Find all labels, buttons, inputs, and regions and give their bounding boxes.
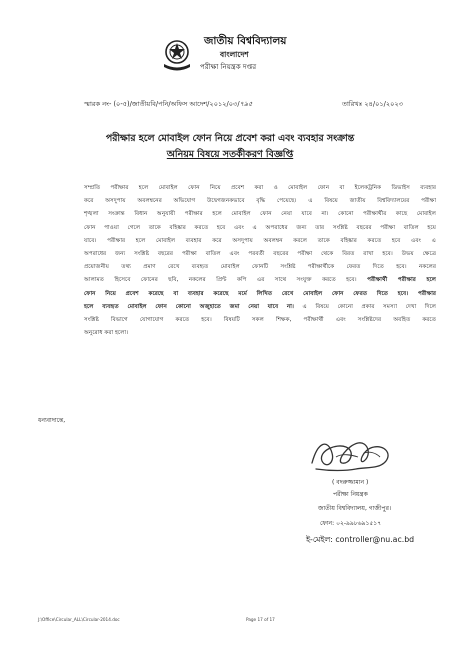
signatory-email: ই-মেইল: controller@nu.ac.bd bbox=[306, 535, 415, 544]
signature-icon bbox=[306, 433, 398, 477]
body-line: যাবে। পরীক্ষার হলে মোবাইল ব্যবহার করে অসদুপায় অবলম্বন করলে তাকে বহিষ্কার করতে হবে এবং এ bbox=[84, 237, 436, 244]
notice-subject bbox=[30, 131, 430, 163]
body-text: এ বিষয়ে কোনো প্রকার সমস্যা দেখা দিলে bbox=[293, 303, 436, 310]
body-bold-text: পরীক্ষার্থী পরীক্ষার হলে bbox=[367, 277, 436, 284]
signatory-name: ( বদরুজ্জামান ) bbox=[332, 479, 369, 486]
body-line: ফোন পাওয়া গেলে তাকে বহিষ্কার করতে হবে এবং এ অপরাধের জন্য তার সংশ্লিষ্ট বছরের পরীক্ষা বাতিল হয়ে bbox=[84, 224, 436, 231]
memo-handwritten-ref: ৭৯৫ bbox=[239, 100, 253, 108]
footer-file-path: J:\Office\Circular_ALL\Circular-2014.doc bbox=[38, 617, 120, 622]
body-line: শৃঙ্খলা সংক্রান্ত বিধান অনুযায়ী পরীক্ষার হলে মোবাইল ফোন নেয়া যাবে না। কোনো পরীক্ষার্থীর কাছে মোবাইল bbox=[84, 211, 436, 218]
memo-number-text: স্মারক নং- (০-৫)/জাতীয়বি/পনি/অফিস আদেশ/২০১২/০৩/ bbox=[84, 100, 240, 108]
body-line: করে অসদুপায় অবলম্বনের অভিযোগ উদ্বেগজনকভাবে বৃদ্ধি পেয়েছে। এ বিষয়ে জাতীয় বিশ্ববিদ্যালয়ের পরীক্ষা bbox=[84, 198, 436, 205]
university-logo-icon bbox=[160, 38, 194, 74]
body-line: প্রয়োজনীয় তথ্য প্রমাণ রেখে ব্যবহৃত মোবাইল ফোনটি সংশ্লিষ্ট পরীক্ষার্থীকে ফেরত দিতে হবে। নকলের bbox=[84, 264, 436, 271]
subject-line-2: অনিয়ম বিষয়ে সতর্কীকরণ বিজ্ঞপ্তি bbox=[166, 149, 294, 160]
body-line-bold: ফোন নিয়ে প্রবেশ করেছে বা ব্যবহার করেছে মর্মে লিখিত রেখে মোবাইল ফোন ফেরত দিতে হবে। পরীক্ষার bbox=[84, 290, 436, 297]
office-name: পরীক্ষা নিয়ন্ত্রক দপ্তর bbox=[200, 63, 257, 71]
footer-page-number: Page 17 of 17 bbox=[246, 617, 275, 622]
signatory-phone: ফোন: ০২-৯৯৮৬৯১৫১৭ bbox=[320, 520, 382, 527]
body-line: অপরাধের জন্য সংশ্লিষ্ট বছরের পরীক্ষা বাতিল এবং পরবর্তী বছরের পরীক্ষা থেকে বিরত রাখা হবে। উভয় ক্ষেত্রে bbox=[84, 251, 436, 258]
body-bold-text: হলে ব্যবহৃত মোবাইল ফোন কোনো অজুহাতে জমা নেয়া যাবে না। bbox=[84, 303, 294, 310]
body-line bbox=[84, 301, 436, 314]
closing-text: ধন্যবাদান্তে, bbox=[38, 417, 66, 424]
body-line: অনুরোধ করা হলো। bbox=[84, 330, 129, 337]
subject-line-1: পরীক্ষার হলে মোবাইল ফোন নিয়ে প্রবেশ করা এবং ব্যবহার সংক্রান্ত bbox=[105, 133, 355, 144]
body-line: সম্প্রতি পরীক্ষার হলে মোবাইল ফোন নিয়ে প্রবেশ করা ও মোবাইল ফোন বা ইলেকট্রনিক ডিভাইস ব্যবহার bbox=[84, 185, 436, 191]
signatory-university: জাতীয় বিশ্ববিদ্যালয়, গাজীপুর। bbox=[318, 505, 392, 512]
body-line: সংশ্লিষ্ট বিভাগে যোগাযোগ করতে হবে। বিষয়টি সকল শিক্ষক, পরীক্ষার্থী এবং সংশ্লিষ্টদের অবহিত করতে bbox=[84, 317, 436, 324]
memo-number bbox=[84, 98, 252, 110]
notice-body bbox=[84, 182, 436, 340]
university-title: জাতীয় বিশ্ববিদ্যালয় bbox=[204, 35, 287, 47]
body-text: আলামত হিসেবে ফোনের ছবি, নকলের প্রিন্ট কপি এর সাথে সংযুক্ত করতে হবে। bbox=[84, 277, 368, 284]
body-line bbox=[84, 274, 436, 287]
memo-date: তারিখঃ ২৪/০১/২০২৩ bbox=[342, 100, 404, 108]
signatory-designation: পরীক্ষা নিয়ন্ত্রক bbox=[333, 491, 368, 498]
country-name: বাংলাদেশ bbox=[220, 50, 249, 59]
